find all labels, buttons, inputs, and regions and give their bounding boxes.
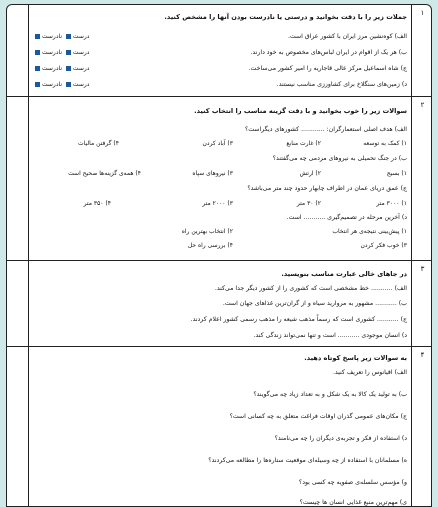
true-false-choice [33,49,89,56]
true-false-choice [33,33,89,40]
section-3 [7,261,432,347]
option[interactable]: ۱) کمک به توسعه [363,140,407,147]
false-checkbox[interactable] [35,34,40,39]
true-false-choice [33,81,89,88]
option[interactable]: ۳) نیروهای سپاه [192,170,233,177]
short-answer-item: الف) اقیانوس را تعریف کنید. [332,369,407,376]
question-number: ۱ [411,5,432,96]
short-answer-item: ی) مهم‌ترین منبع غذایی انسان ها چیست؟ [299,499,407,506]
section-title: به سوالات زیر پاسخ کوتاه دهید. [304,354,407,362]
option[interactable]: ۳) ۲۰۰۰ متر [202,200,233,207]
short-answer-item: ه) مسلمانان با استفاده از چه وسیله‌ای موقعیت ستاره‌ها را مطالعه می‌کردند؟ [208,457,407,464]
true-checkbox[interactable] [66,66,71,71]
false-label: نادرست [42,65,62,72]
fill-blank-item: ج) ........... کشوری است که رسماً مذهب شیعه را مذهب رسمی کشور اعلام کردند. [190,316,407,323]
question: ب) در جنگ تحمیلی به نیروهای مردمی چه می‌گفتند؟ [272,155,407,162]
question: د) آخرین مرحله در تصمیم‌گیری ........... است. [286,214,407,221]
question-number: ۲ [411,97,432,260]
statement: ب) هر یک از اقوام در ایران لباس‌های مخصوص به خود دارند. [250,49,407,56]
score-column [7,5,29,96]
false-label: نادرست [42,81,62,88]
short-answer-item: و) مؤسس سلسله‌ی صفویه چه کسی بود؟ [298,479,407,486]
short-answer-item: ب) به تولید یک کالا به یک شکل و به تعداد زیاد چه می‌گویند؟ [253,391,407,398]
short-answer-item: ج) مکان‌های عمومی گذران اوقات فراغت متعلق به چه کسانی است؟ [229,413,407,420]
true-checkbox[interactable] [66,82,71,87]
option[interactable]: ۴) بررسی راه حل [187,242,233,249]
section-title: در جاهای خالی عبارت مناسب بنویسید. [281,270,407,278]
fill-blank-item: ب) ........... مشهور به مروارید سیاه و از گران‌ترین غذاهای جهان است. [222,300,407,307]
section-2 [7,97,432,261]
section-4 [7,347,432,507]
question-number: ۳ [411,261,432,346]
true-label: درست [72,81,90,88]
short-answer-item: د) استفاده از فکر و تجربه‌ی دیگران را چه می‌نامند؟ [274,435,407,442]
true-label: درست [72,33,90,40]
option[interactable]: ۲) غارت منابع [286,140,321,147]
false-checkbox[interactable] [35,50,40,55]
section-title: سوالات زیر را خوب بخوانید و با دقت گزینه مناسب را انتخاب کنید. [194,107,407,115]
option[interactable]: ۲) انتخاب بهترین راه [181,228,233,235]
false-label: نادرست [42,49,62,56]
score-column [7,261,29,346]
statement: ج) شاه اسماعیل مرکز عالی قاجاریه را امیر کشور می‌ساخت. [248,65,407,72]
false-checkbox[interactable] [35,82,40,87]
true-checkbox[interactable] [66,34,71,39]
fill-blank-item: الف) ........... خط مشخصی است که کشوری را از کشور دیگر جدا می‌کند. [214,285,407,292]
true-label: درست [72,65,90,72]
option[interactable]: ۱) بسیج [386,170,407,177]
option[interactable]: ۳) خوب فکر کردن [360,242,407,249]
false-label: نادرست [42,33,62,40]
question-number: ۴ [411,347,432,507]
statement: الف) کوه‌نشین مرز ایران با کشور عراق است. [287,33,407,40]
option[interactable]: ۳) آباد کردن [202,140,233,147]
false-checkbox[interactable] [35,66,40,71]
option[interactable]: ۱) پیش‌بینی نتیجه‌ی هر انتخاب [332,228,407,235]
section-1 [7,5,432,97]
option[interactable]: ۴) گرفتن مالیات [78,140,119,147]
score-column [7,347,29,507]
option[interactable]: ۲) ارتش [299,170,321,177]
statement: د) زمین‌های سنگلاخ برای کشاورزی مناسب نیستند. [276,81,407,88]
option[interactable]: ۲) ۳۰ متر [296,200,321,207]
exam-sheet [6,4,432,507]
score-column [7,97,29,260]
true-false-choice [33,65,89,72]
option[interactable]: ۱) ۳۰۰۰ متر [376,200,407,207]
fill-blank-item: د) انسان موجودی ........... است و تنها نمی‌تواند زندگی کند. [253,332,407,339]
question: ج) عمق دریای عمان در اطراف چابهار حدود چند متر می‌باشد؟ [247,185,407,192]
section-title: جملات زیر را با دقت بخوانید و درستی یا نادرست بودن آنها را مشخص کنید. [164,13,407,21]
question: الف) هدف اصلی استعمارگران: ............ کشورهای دیگراست؟ [244,126,407,133]
true-checkbox[interactable] [66,50,71,55]
option[interactable]: ۴) همه‌ی گزینه‌ها صحیح است [68,170,141,177]
true-label: درست [72,49,90,56]
option[interactable]: ۴) ۳۵۰ متر [83,200,111,207]
